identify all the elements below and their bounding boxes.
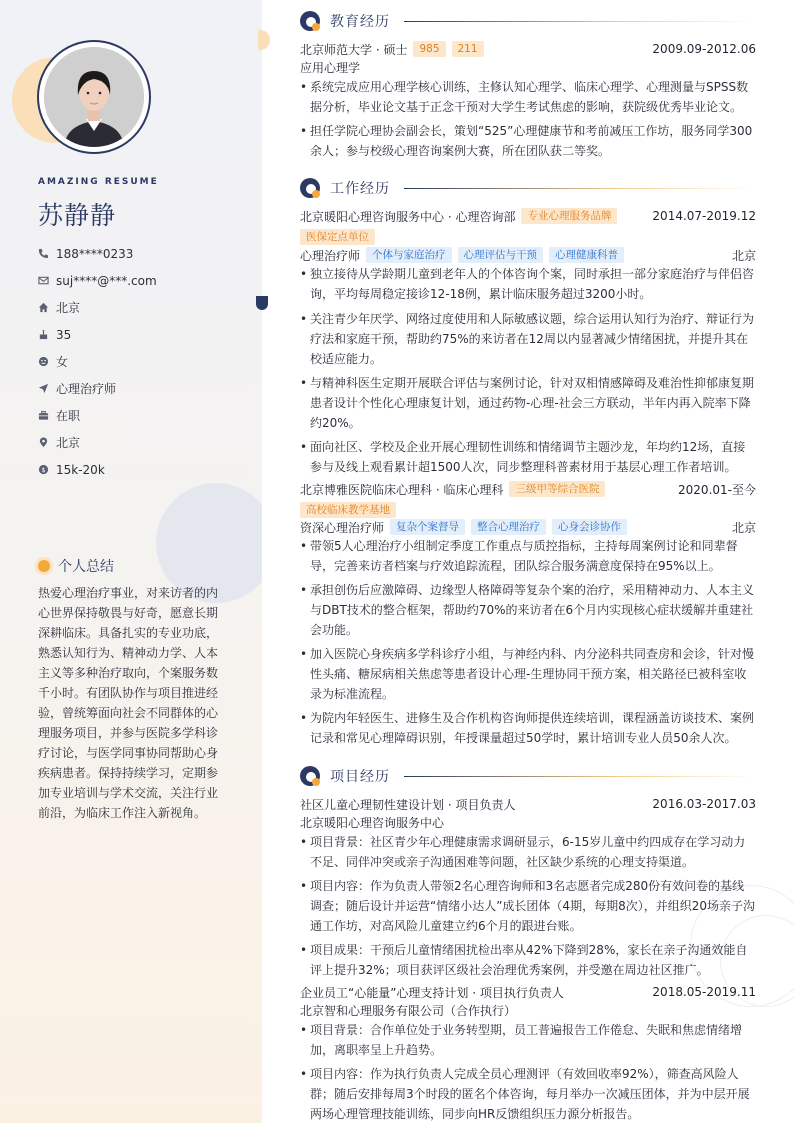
role-tag: 个体与家庭治疗 — [366, 247, 452, 263]
company-tag: 医保定点单位 — [300, 229, 375, 245]
summary-heading — [38, 556, 114, 576]
gender-icon — [38, 356, 49, 367]
job-company-row — [300, 480, 756, 498]
project-name: 社区儿童心理韧性建设计划 · 项目负责人 — [300, 797, 516, 812]
school-tag: 211 — [452, 41, 484, 57]
section-icon — [300, 178, 320, 198]
summary-text: 热爱心理治疗事业，对来访者的内心世界保持敬畏与好奇，愿意长期深耕临床。具备扎实的专业功底，熟悉认知行为、精神动力学、人本主义等多种治疗取向，个案服务数千小时。有团队协作与项目推进经验，曾统筹面向社会不同群体的心理服务项目，并参与医院多学科诊疗讨论，与医学同事协同帮助心身疾病患者。保持持续学习，定期参加专业培训与学术交流，关注行业前沿，为临床工作注入新视角。 — [38, 586, 219, 820]
work-heading — [300, 178, 756, 198]
education-bullet: • 担任学院心理协会副会长，策划“525”心理健康节和考前减压工作坊，服务同学300余人；参与校级心理咨询案例大赛，所在团队获二等奖。 — [300, 124, 753, 158]
candidate-name: 苏静静 — [38, 201, 117, 230]
role-title: 资深心理治疗师 — [300, 520, 385, 535]
position-value: 心理治疗师 — [56, 382, 117, 396]
position-row — [38, 375, 248, 402]
major: 应用心理学 — [300, 60, 361, 75]
project-org: 北京智和心理服务有限公司（合作执行） — [300, 1003, 517, 1018]
role-title: 心理治疗师 — [300, 248, 361, 263]
job-city: 北京 — [731, 248, 756, 263]
resume-tagline: AMAZING RESUME — [38, 177, 159, 187]
salary-row — [38, 456, 248, 483]
location-row — [38, 429, 248, 456]
send-icon — [38, 383, 49, 394]
project-name: 企业员工“心能量”心理支持计划 · 项目执行负责人 — [300, 985, 564, 1000]
salary-icon — [38, 464, 49, 475]
job-company-tag-row — [300, 229, 756, 245]
job-bullet: • 关注青少年厌学、网络过度使用和人际敏感议题，综合运用认知行为治疗、辩证行为疗法和家庭干预，帮助约75%的来访者在12周以内显著减少情绪困扰，并提升其在校适应能力。 — [300, 312, 755, 366]
job-bullet: • 为院内年轻医生、进修生及合作机构咨询师提供连续培训，课程涵盖访谈技术、案例记录和常见心理障碍识别，年授课量超过50学时，累计培训专业人员50余人次。 — [300, 711, 755, 745]
avatar — [44, 47, 144, 147]
status-row — [38, 402, 248, 429]
project-org-row — [300, 1001, 756, 1019]
company-name: 北京暖阳心理咨询服务中心 · 心理咨询部 — [300, 209, 516, 224]
project-bullet: • 项目背景：合作单位处于业务转型期，员工普遍报告工作倦怠、失眠和焦虑情绪增加，离职率呈上升趋势。 — [300, 1023, 743, 1057]
phone-row — [38, 240, 248, 267]
job-bullet: • 独立接待从学龄期儿童到老年人的个体咨询个案，同时承担一部分家庭治疗与伴侣咨询，平均每周稳定接诊12-18例，累计临床服务超过3200小时。 — [300, 267, 755, 301]
hometown-row — [38, 294, 248, 321]
job-date: 2020.01-至今 — [678, 482, 756, 497]
job-bullet: • 加入医院心身疾病多学科诊疗小组，与神经内科、内分泌科共同查房和会诊，针对慢性头痛、糖尿病相关焦虑等患者设计心理-生理协同干预方案，相关路径已被科室收录为标准流程。 — [300, 647, 755, 701]
sidebar — [0, 0, 262, 1123]
bullet-dot-icon — [38, 560, 50, 572]
project-name-row — [300, 795, 756, 813]
education-major-row — [300, 58, 756, 76]
section-title: 工作经历 — [330, 181, 390, 197]
project-bullet: • 项目背景：社区青少年心理健康需求调研显示，6-15岁儿童中约四成存在学习动力不足、同伴冲突或亲子沟通困难等问题，社区缺少系统的心理支持渠道。 — [300, 835, 746, 869]
education-heading — [300, 11, 756, 31]
gender-row — [38, 348, 248, 375]
project-bullet: • 项目成果：干预后儿童情绪困扰检出率从42%下降到28%，家长在亲子沟通效能自评上提升32%；项目获评区级社会治理优秀案例，并受邀在周边社区推广。 — [300, 943, 748, 977]
decorative-tab — [258, 30, 270, 50]
project-bullet: • 项目内容：作为负责人带领2名心理咨询师和3名志愿者完成280份有效问卷的基线调查；随后设计并运营“情绪小达人”成长团体（4期，每期8次），并组织20场亲子沟通工作坊，对高风险儿童建立约6个月的跟进台账。 — [300, 879, 755, 933]
role-tag: 复杂个案督导 — [390, 519, 465, 535]
svg-text:$: $ — [41, 465, 46, 474]
salary-value: 15k-20k — [56, 462, 105, 477]
job-city: 北京 — [731, 520, 756, 535]
company-tag: 高校临床教学基地 — [300, 502, 396, 518]
section-icon — [300, 766, 320, 786]
company-name: 北京博雅医院临床心理科 · 临床心理科 — [300, 482, 504, 497]
home-icon — [38, 302, 49, 313]
role-tag: 心理健康科普 — [549, 247, 624, 263]
project-bullet: • 项目内容：作为执行负责人完成全员心理测评（有效回收率92%），筛查高风险人群；随后安排每周3个时段的匿名个体咨询，每月举办一次减压团体，并为中层开展两场心理管理技能训练，同步向HR反馈组织压力源分析报告。 — [300, 1067, 750, 1121]
section-icon — [300, 11, 320, 31]
project-date: 2018.05-2019.11 — [652, 985, 756, 999]
location-value: 北京 — [56, 436, 81, 450]
job-date: 2014.07-2019.12 — [652, 209, 756, 223]
cake-icon — [38, 329, 49, 340]
job-company-row — [300, 207, 756, 225]
age-row — [38, 321, 248, 348]
section-divider — [404, 188, 756, 189]
status-value: 在职 — [56, 409, 81, 423]
age-value: 35 — [56, 327, 72, 342]
hometown-value: 北京 — [56, 301, 81, 315]
person-portrait-icon — [44, 47, 144, 147]
job-role-row — [300, 246, 756, 264]
gender-value: 女 — [56, 355, 69, 369]
role-tag: 整合心理治疗 — [471, 519, 546, 535]
job-bullet: • 面向社区、学校及企业开展心理韧性训练和情绪调节主题沙龙，年均约12场，直接参与及线上观看累计超1500人次，同步整理科普素材用于基层心理工作者培训。 — [300, 440, 746, 474]
section-divider — [404, 21, 756, 22]
projects-heading — [300, 766, 756, 786]
job-bullet: • 承担创伤后应激障碍、边缘型人格障碍等复杂个案的治疗，采用精神动力、人本主义与DBT技术的整合框架，帮助约70%的来访者在6个月内实现核心症状缓解并重建社会功能。 — [300, 583, 755, 637]
job-company-tag-row — [300, 502, 756, 518]
project-date: 2016.03-2017.03 — [652, 797, 756, 811]
decorative-half-circle — [256, 296, 268, 310]
job-bullet: • 与精神科医生定期开展联合评估与案例讨论，针对双相情感障碍及难治性抑郁康复期患者设计个性化心理康复计划，通过药物-心理-社会三方联动，半年内再入院率下降约20%。 — [300, 376, 755, 430]
job-role-row — [300, 518, 756, 536]
email-row — [38, 267, 248, 294]
project-name-row — [300, 983, 756, 1001]
job-bullet: • 带领5人心理治疗小组制定季度工作重点与质控指标，主持每周案例讨论和同辈督导，完善来访者档案与疗效追踪流程，团队综合服务满意度保持在95%以上。 — [300, 539, 738, 573]
phone-icon — [38, 248, 49, 259]
section-divider — [404, 776, 756, 777]
company-tag: 三级甲等综合医院 — [509, 481, 605, 497]
company-tag: 专业心理服务品牌 — [521, 208, 617, 224]
role-tag: 心身会诊协作 — [552, 519, 627, 535]
project-org-row — [300, 813, 756, 831]
role-tag: 心理评估与干预 — [458, 247, 544, 263]
briefcase-icon — [38, 410, 49, 421]
phone-number: 188****0233 — [56, 246, 134, 261]
project-org: 北京暖阳心理咨询服务中心 — [300, 815, 445, 830]
education-date: 2009.09-2012.06 — [652, 42, 756, 56]
school-tag: 985 — [413, 41, 445, 57]
education-school-row — [300, 40, 756, 58]
location-pin-icon — [38, 437, 49, 448]
section-title: 教育经历 — [330, 14, 390, 30]
email-address: suj****@***.com — [56, 273, 157, 288]
summary-title: 个人总结 — [58, 559, 114, 575]
contact-info-list — [38, 240, 248, 483]
mail-icon — [38, 275, 49, 286]
section-title: 项目经历 — [330, 769, 390, 785]
school-name: 北京师范大学 · 硕士 — [300, 42, 408, 57]
education-bullet: • 系统完成应用心理学核心训练，主修认知心理学、临床心理学、心理测量与SPSS数据分析，毕业论文基于正念干预对大学生考试焦虑的影响，获院级优秀毕业论文。 — [300, 80, 749, 114]
